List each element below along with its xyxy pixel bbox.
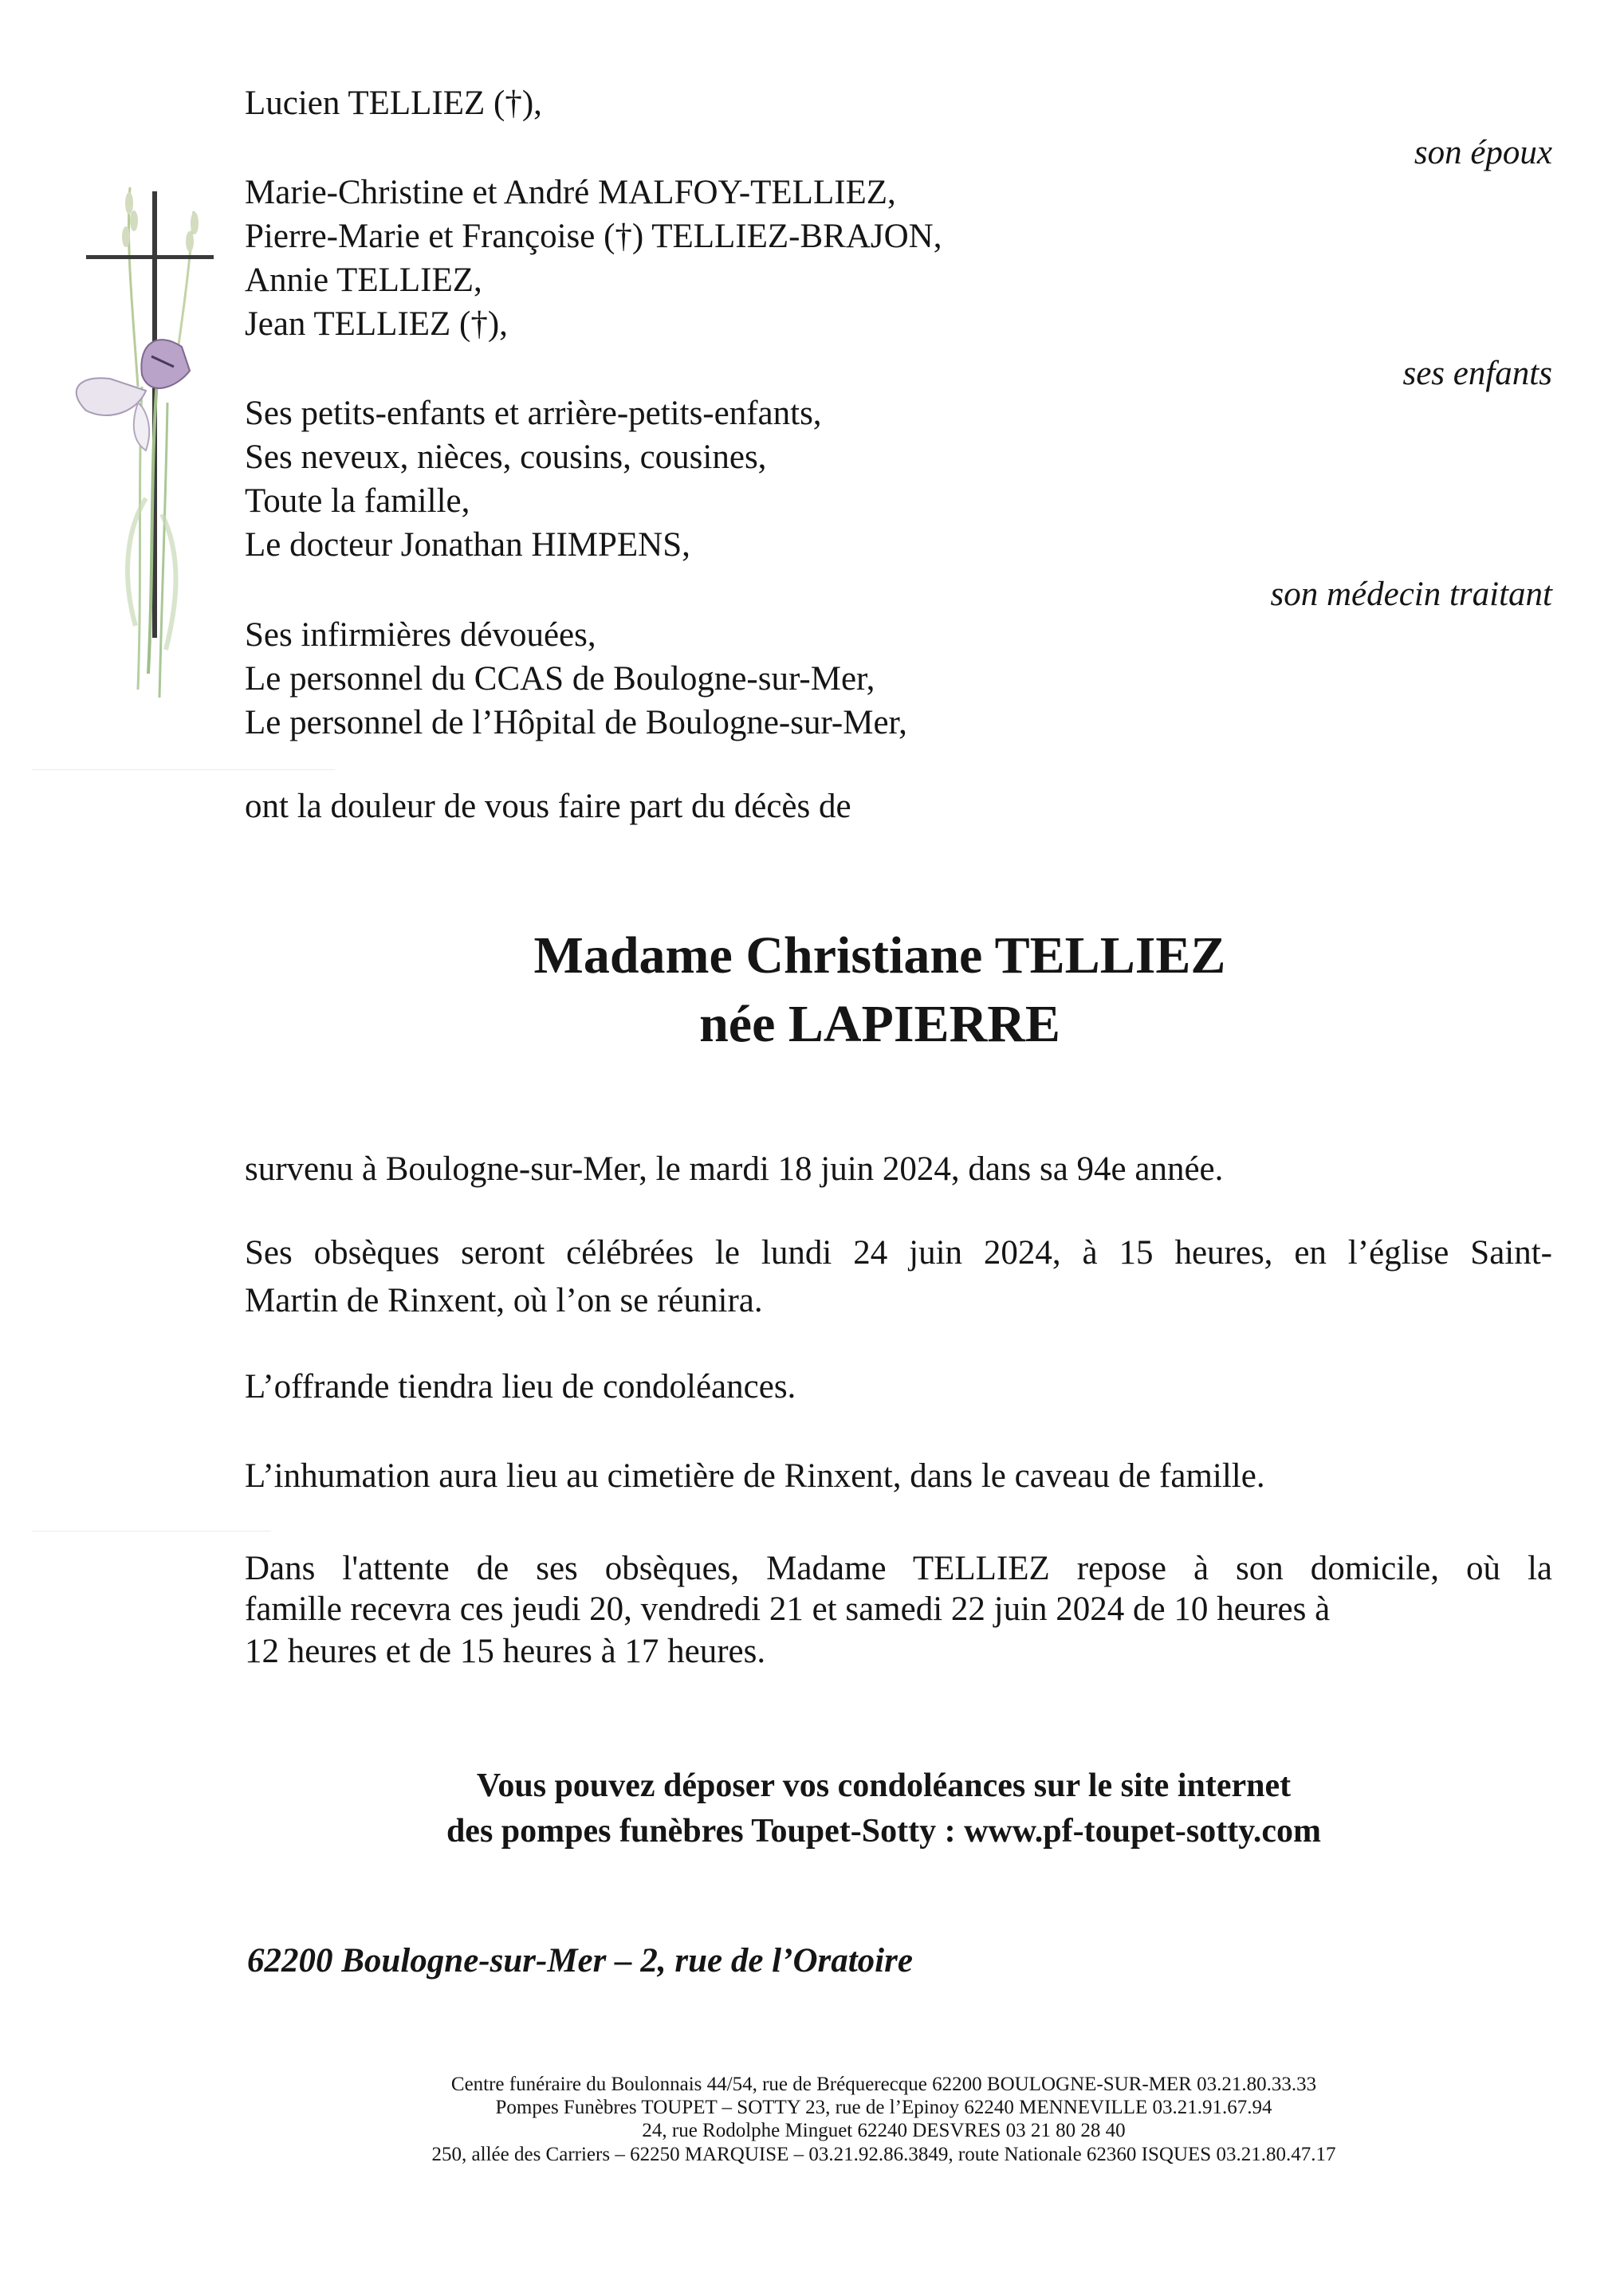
scan-mark	[32, 769, 335, 770]
funeral-line: Martin de Rinxent, où l’on se réunira.	[245, 1282, 763, 1319]
condolences-line: Vous pouvez déposer vos condoléances sur le site internet	[476, 1767, 1292, 1804]
death-details: survenu à Boulogne-sur-Mer, le mardi 18 juin 2024, dans sa 94e année.	[245, 1150, 1224, 1188]
visitation-line: Dans l'attente de ses obsèques, Madame TELLIEZ repose à son domicile, où la	[245, 1550, 1552, 1587]
staff-line: Le personnel du CCAS de Boulogne-sur-Mer,	[245, 660, 875, 698]
child-line: Marie-Christine et André MALFOY-TELLIEZ,	[245, 174, 896, 211]
footer-line: Centre funéraire du Boulonnais 44/54, rue de Bréquerecque 62200 BOULOGNE-SUR-MER 03.21.80.33.33	[450, 2074, 1317, 2095]
relative-line: Ses neveux, nièces, cousins, cousines,	[245, 438, 767, 476]
deceased-maiden-name: née LAPIERRE	[699, 995, 1060, 1053]
footer-line: 24, rue Rodolphe Minguet 62240 DESVRES 03 21 80 28 40	[642, 2120, 1126, 2141]
visitation-line: 12 heures et de 15 heures à 17 heures.	[245, 1633, 766, 1670]
relative-line: Le docteur Jonathan HIMPENS,	[245, 526, 690, 564]
staff-line: Ses infirmières dévouées,	[245, 616, 596, 654]
funeral-line: Ses obsèques seront célébrées le lundi 24 juin 2024, à 15 heures, en l’église Saint-	[245, 1234, 1552, 1272]
child-line: Annie TELLIEZ,	[245, 261, 482, 299]
child-line: Pierre-Marie et Françoise (†) TELLIEZ-BRAJON,	[245, 218, 942, 255]
home-address: 62200 Boulogne-sur-Mer – 2, rue de l’Oratoire	[247, 1942, 913, 1980]
husband-relation: son époux	[1414, 134, 1552, 171]
announcement-line: ont la douleur de vous faire part du décès de	[245, 788, 851, 825]
burial-line: L’inhumation aura lieu au cimetière de Rinxent, dans le caveau de famille.	[245, 1457, 1265, 1495]
doctor-relation: son médecin traitant	[1270, 576, 1552, 613]
offering-line: L’offrande tiendra lieu de condoléances.	[245, 1368, 796, 1406]
visitation-line: famille recevra ces jeudi 20, vendredi 21 et samedi 22 juin 2024 de 10 heures à	[245, 1590, 1331, 1628]
relative-line: Toute la famille,	[245, 482, 470, 520]
visitation-paragraph	[245, 1547, 1552, 1590]
deceased-name: Madame Christiane TELLIEZ	[533, 926, 1226, 985]
funeral-paragraph	[245, 1232, 1552, 1275]
cross-with-lily-icon	[62, 179, 230, 737]
children-relation: ses enfants	[1402, 355, 1552, 392]
child-line: Jean TELLIEZ (†),	[245, 305, 508, 343]
husband-line: Lucien TELLIEZ (†),	[245, 85, 542, 122]
staff-line: Le personnel de l’Hôpital de Boulogne-sur-Mer,	[245, 704, 907, 741]
footer-line: 250, allée des Carriers – 62250 MARQUISE – 03.21.92.86.3849, route Nationale 62360 ISQUES 03.21.80.47.17	[431, 2144, 1336, 2165]
footer-line: Pompes Funèbres TOUPET – SOTTY 23, rue de l’Epinoy 62240 MENNEVILLE 03.21.91.67.94	[495, 2097, 1272, 2118]
condolences-website-line[interactable]: des pompes funèbres Toupet-Sotty : www.pf-toupet-sotty.com	[446, 1813, 1322, 1850]
relative-line: Ses petits-enfants et arrière-petits-enfants,	[245, 395, 822, 432]
